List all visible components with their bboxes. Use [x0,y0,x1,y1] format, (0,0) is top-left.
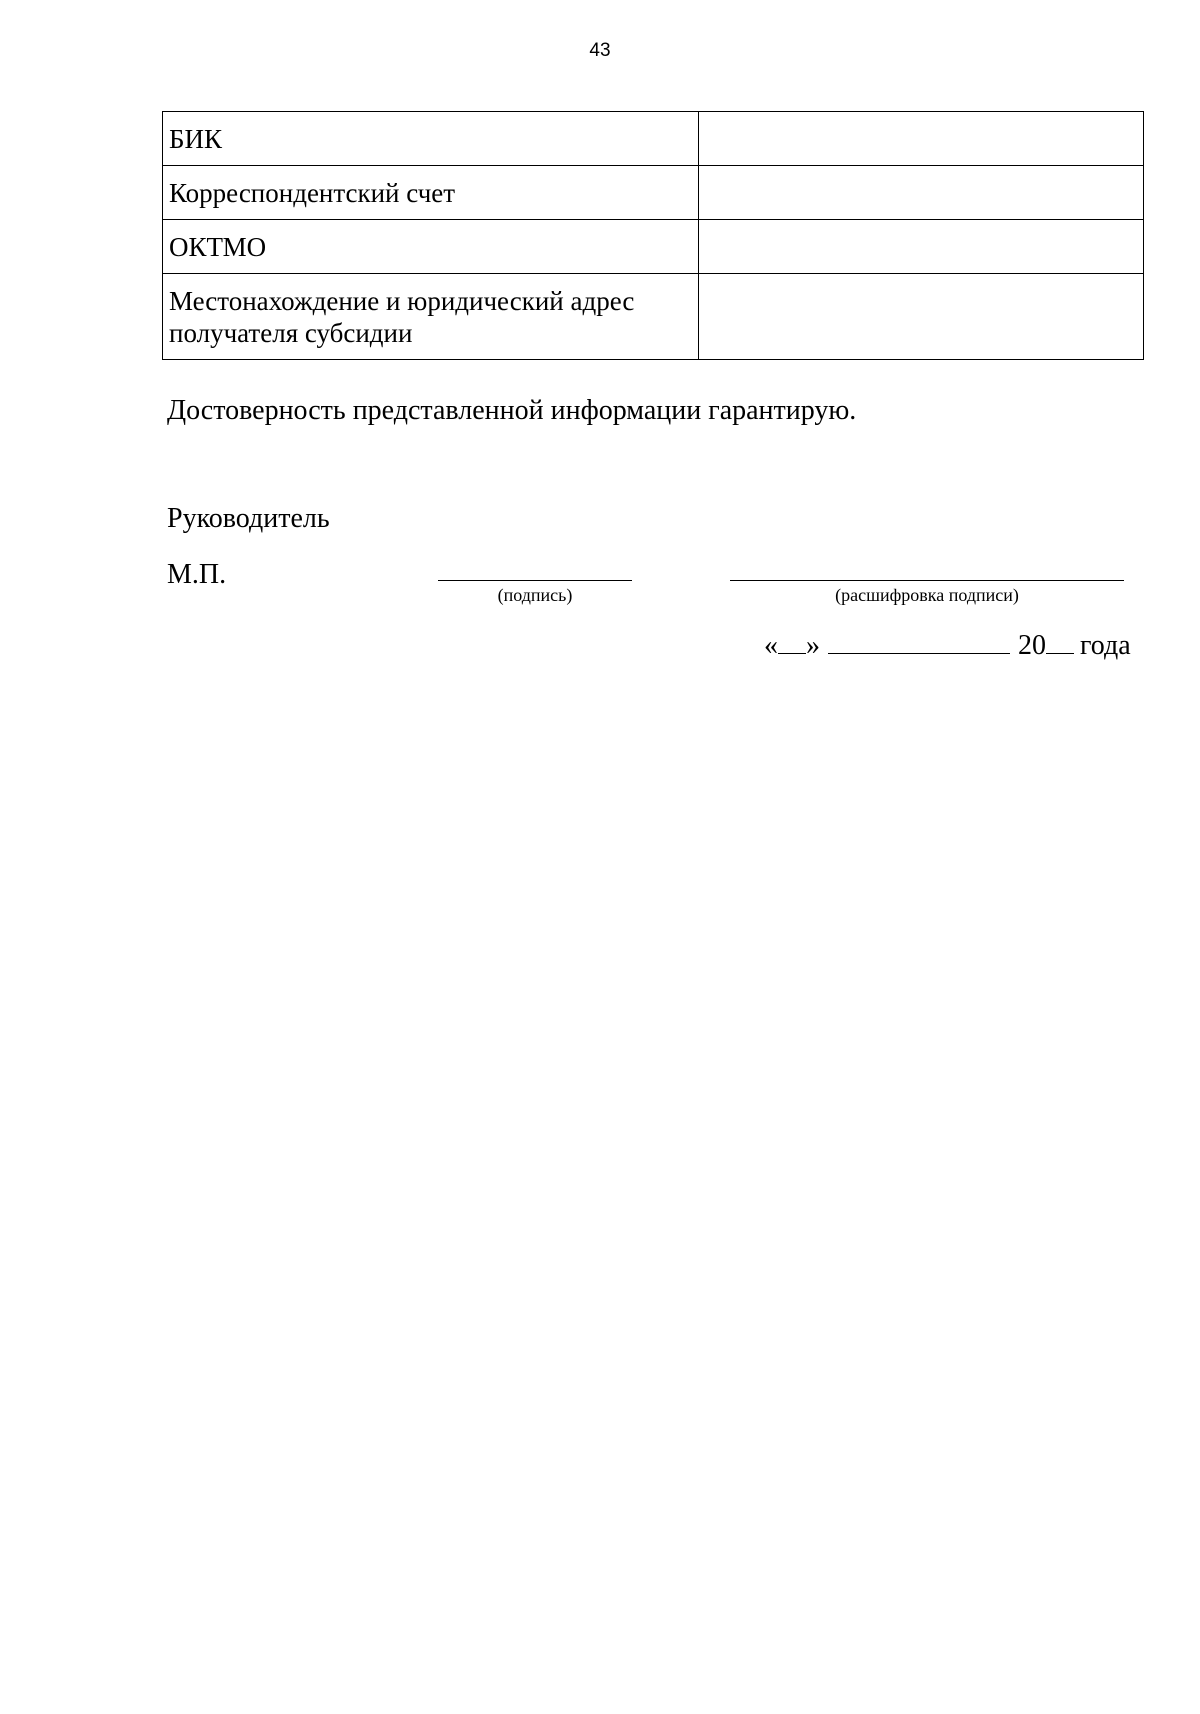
date-line [764,627,1131,662]
table-row [163,274,1144,360]
signature-decoding-line [730,580,1124,581]
requisites-table [162,111,1144,360]
table-label-cell: Местонахождение и юридический адрес получателя субсидии [163,274,699,360]
table-value-cell [699,166,1144,220]
manager-label: Руководитель [167,503,330,534]
table-row [163,166,1144,220]
date-close-quote: » [806,630,820,661]
month-blank [828,627,1010,654]
table-value-cell [699,112,1144,166]
table-label-cell: БИК [163,112,699,166]
year-word: года [1080,630,1131,661]
year-blank [1046,627,1074,654]
date-open-quote: « [764,630,778,661]
year-prefix: 20 [1018,630,1046,661]
table-value-cell [699,220,1144,274]
table-label-cell: Корреспондентский счет [163,166,699,220]
signature-decoding-caption: (расшифровка подписи) [835,585,1019,605]
day-blank [778,627,806,654]
page-number: 43 [589,40,611,61]
table-value-cell [699,274,1144,360]
table-row [163,220,1144,274]
signature-caption: (подпись) [497,585,573,605]
stamp-placeholder-label: М.П. [167,559,227,590]
signature-line [438,580,632,581]
table-row [163,112,1144,166]
table-label-cell: ОКТМО [163,220,699,274]
guarantee-statement: Достоверность представленной информации гарантирую. [167,395,857,426]
